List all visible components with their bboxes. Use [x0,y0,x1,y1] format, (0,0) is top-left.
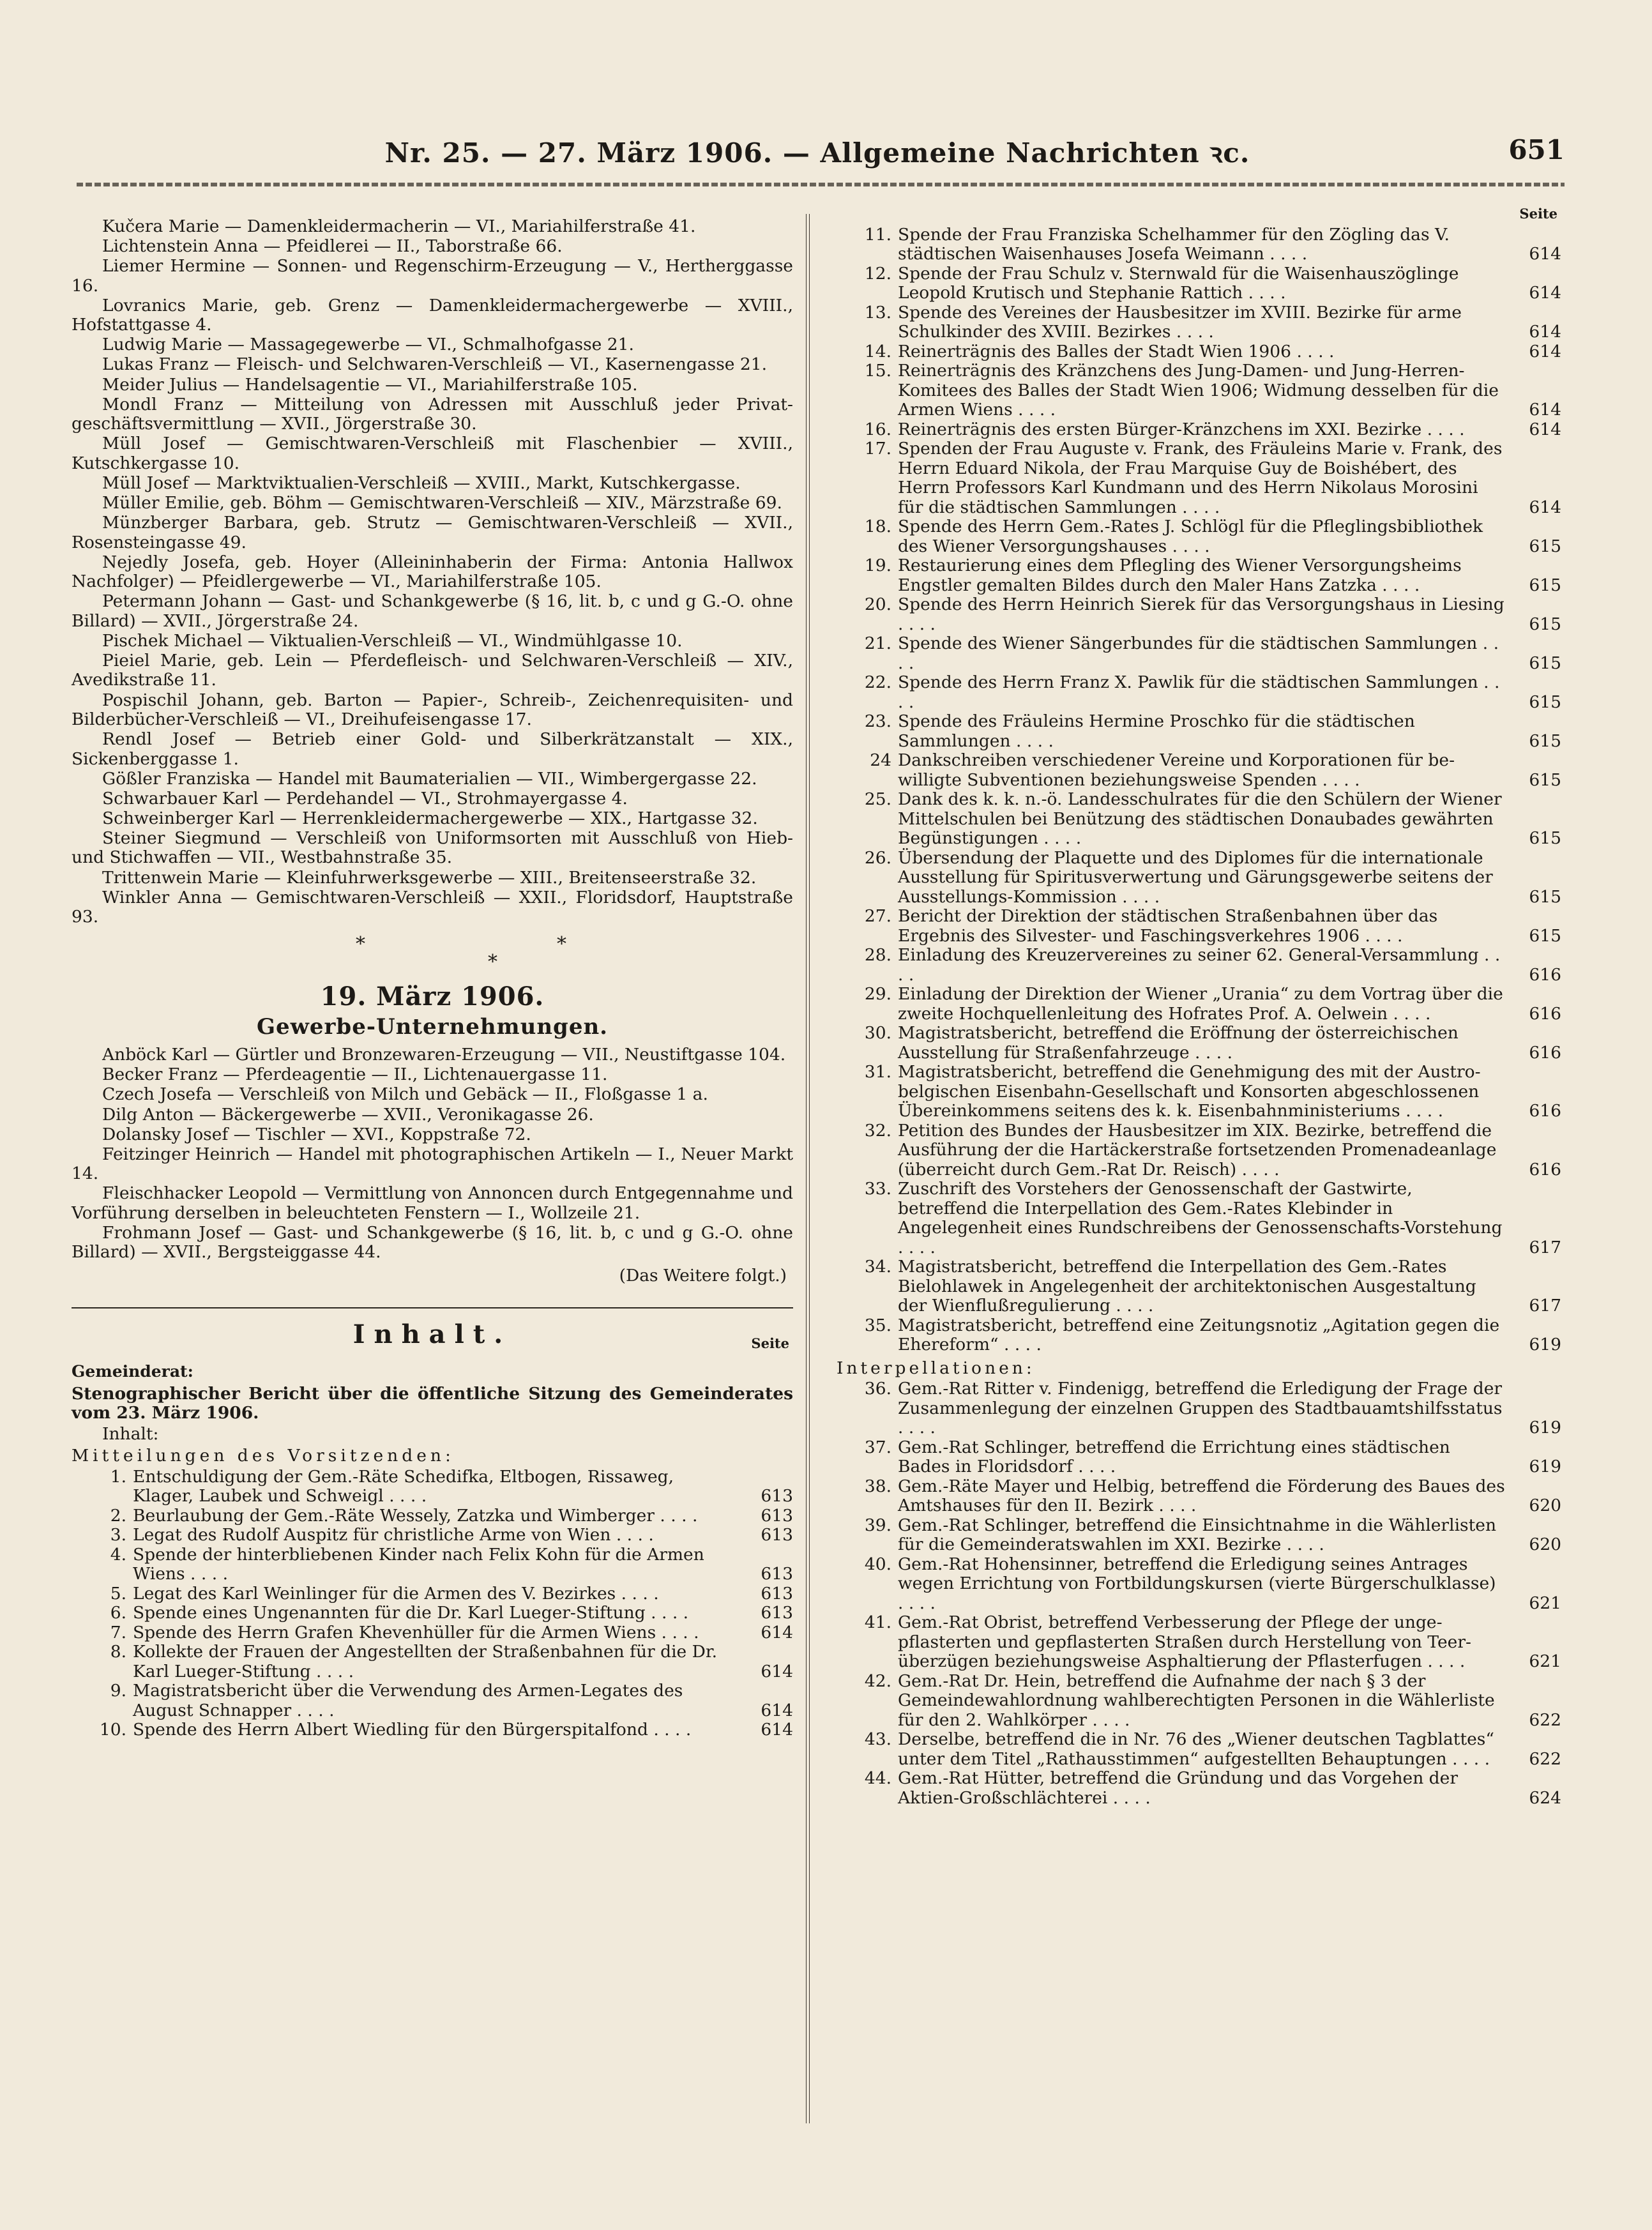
item-number: 9. [110,1681,126,1701]
item-page: 616 [1529,1003,1561,1024]
register-entry: Liemer Hermine — Sonnen- und Regenschirm-Erzeugung — V., Hertherggasse 16. [72,256,793,296]
dot-leader: . . . . [1360,925,1403,946]
dot-leader: . . . . [898,1237,936,1257]
dot-leader: . . . . [654,1505,698,1526]
contents-item [837,1257,1561,1316]
item-text: Gem.-Räte Mayer und Helbig, betreffend die Förderung des Baues des Amtshauses für den II. Bezirk [898,1476,1505,1515]
item-number: 33. [864,1179,891,1199]
page-column-label: Seite [1519,206,1557,222]
contents-item [837,303,1561,342]
running-head [70,134,1565,179]
item-number: 27. [864,906,891,926]
announcements-label: Mitteilungen des Vorsitzenden: [72,1446,455,1466]
contents-item [837,420,1561,440]
register-entry: Müll Josef — Marktviktualien-Verschleiß — XVIII., Markt, Kutschkergasse. [102,473,741,493]
contents-item [72,1468,793,1506]
item-text: Reinerträgnis des Balles der Stadt Wien 1906 [898,341,1292,361]
item-number: 41. [864,1612,891,1632]
item-text: Spende eines Ungenannten für die Dr. Karl Lueger-Stiftung [133,1603,646,1623]
contents-item [837,1769,1561,1808]
dot-leader: . . . . [1376,575,1420,595]
item-number: 18. [864,517,891,536]
item-page: 614 [1529,419,1561,439]
item-page: 613 [761,1486,793,1506]
item-page: 615 [1529,886,1561,907]
register-entry: Müller Emilie, geb. Böhm — Gemischtwaren-Verschleiß — XIV., Märzstraße 69. [102,492,782,513]
contents-list-left [72,1468,793,1740]
register-entry: Pospischil Johann, geb. Barton — Papier-, Schreib-, Zeichenrequisiten- und Bilderbücher-Verschleiß — VI., Dreihufeisengasse 17. [72,690,793,729]
item-page: 616 [1529,1101,1561,1121]
register-entry: Kučera Marie — Damenkleidermacherin — VI., Mariahilferstraße 41. [102,216,696,236]
contents-item [72,1720,793,1740]
register-entry: Meider Julius — Handelsagentie — VI., Mariahilferstraße 105. [102,374,638,395]
running-title: Nr. 25. — 27. März 1906. — Allgemeine Nachrichten ꝛc. [384,137,1250,169]
item-number: 14. [864,341,891,361]
item-text: Spenden der Frau Auguste v. Frank, des Fräuleins Marie v. Frank, des Herrn Eduard Nikola, der Frau Marquise Guy de Boishébert, des Herrn Professors Karl Kundmann und des Herrn Nikolaus Morosini für die städtischen Sammlungen [898,439,1503,517]
dot-leader: . . . . [648,1720,692,1740]
item-text: Gem.-Rat Dr. Hein, betreffend die Aufnahme der nach § 3 der Gemeindewahlordnung wahlberechtigten Personen in die Wählerliste für den 2. Wahlkörper [898,1671,1495,1730]
item-text: Gem.-Rat Hütter, betreffend die Gründung und das Vorgehen der Aktien-Großschlächterei [898,1768,1458,1808]
item-number: 2. [110,1505,126,1526]
dot-leader: . . . . [1167,536,1210,556]
dot-leader: . . . . [1176,497,1220,517]
dot-leader: . . . . [1400,1101,1444,1121]
item-page: 617 [1529,1237,1561,1257]
contents-item [837,946,1561,985]
item-text: Spende des Herrn Grafen Khevenhüller für die Armen Wiens [133,1622,656,1642]
contents-item [72,1604,793,1623]
contents-item [837,1477,1561,1516]
right-column [837,204,1561,1808]
dot-leader: . . . . [1038,828,1082,848]
section-rule [72,1307,793,1308]
item-number: 11. [864,224,891,245]
contents-item [837,1555,1561,1614]
item-page: 614 [761,1700,793,1720]
dot-leader: . . . . [898,945,1501,985]
contents-item [72,1623,793,1643]
dot-leader: . . . . [1317,770,1360,790]
dot-leader: . . . . [1236,1159,1280,1179]
register-entry: Frohmann Josef — Gast- und Schankgewerbe (§ 16, lit. b, c und g G.-O. ohne Billard) — XVII., Bergsteiggasse 44. [72,1222,793,1263]
register-entry: Pischek Michael — Viktualien-Verschleiß — VI., Windmühlgasse 10. [102,630,683,651]
contents-item [837,595,1561,634]
item-page: 613 [761,1603,793,1623]
item-text: Kollekte der Frauen der Angestellten der Straßenbahnen für die Dr. Karl Lueger-Stiftung [133,1642,718,1681]
item-text: Spende des Wiener Sängerbundes für die städtischen Sammlungen [898,633,1478,653]
item-number: 29. [864,984,891,1004]
register-entry: Trittenwein Marie — Kleinfuhrwerksgewerbe — XIII., Breitenseerstraße 32. [102,867,757,888]
item-page: 614 [1529,341,1561,361]
contents-item [837,1613,1561,1672]
item-text: Spende des Herrn Franz X. Pawlik für die städtischen Sammlungen [898,672,1478,692]
dot-leader: . . . . [291,1700,335,1720]
register-entry: Müll Josef — Gemischtwaren-Verschleiß mit Flaschenbier — XVIII., Kutschkergasse 10. [72,434,793,473]
item-text: Bericht der Direktion der städtischen Straßenbahnen über das Ergebnis des Silvester- und Faschingsverkehres 1906 [898,906,1438,946]
item-text: Magistratsbericht, betreffend die Eröffnung der österreichischen Ausstellung für Straßenfahrzeuge [898,1023,1459,1063]
item-page: 615 [1529,575,1561,595]
item-text: Einladung des Kreuzervereines zu seiner 62. General-Versammlung [898,945,1479,965]
dot-leader: . . . . [1281,1535,1324,1554]
item-number: 8. [110,1642,126,1662]
dot-leader: . . . . [1012,400,1056,420]
item-number: 43. [864,1729,891,1749]
date-heading: 19. März 1906. [320,982,545,1012]
item-number: 36. [864,1379,891,1399]
item-page: 621 [1529,1593,1561,1613]
contents-item [837,225,1561,264]
item-text: Spende der hinterbliebenen Kinder nach Felix Kohn für die Armen Wiens [133,1544,704,1584]
item-text: Beurlaubung der Gem.-Räte Wessely, Zatzka und Wimberger [133,1505,655,1526]
item-number: 21. [864,633,891,653]
contents-item [837,849,1561,907]
item-number: 1. [110,1466,126,1487]
item-number: 15. [864,361,891,381]
register-entry: Steiner Siegmund — Verschleiß von Uniformsorten mit Ausschluß von Hieb- und Stichwaffen — VII., Westbahnstraße 35. [72,828,793,868]
dot-leader: . . . . [1171,322,1214,342]
item-page: 614 [1529,322,1561,342]
item-page: 615 [1529,614,1561,634]
item-number: 42. [864,1671,891,1691]
dot-leader: . . . . [645,1603,689,1623]
register-entry: Feitzinger Heinrich — Handel mit photographischen Artikeln — I., Neuer Markt 14. [72,1144,793,1184]
item-number: 5. [110,1583,126,1604]
continuation-note: (Das Weitere folgt.) [619,1265,787,1286]
dot-leader: . . . . [1072,1457,1116,1476]
item-text: Gem.-Rat Obrist, betreffend Verbesserung der Pflege der ungepflasterten und gepflasterten Straßen durch Herstellung von Teerüberzügen beziehungsweise Asphaltierung der Pflasterfugen [898,1612,1471,1671]
item-text: Petition des Bundes der Hausbesitzer im XIX. Bezirke, betreffend die Ausführung der die Hartäckerstraße fortsetzenden Promenadeanlage (überreicht durch Gem.-Rat Dr. Reisch) [898,1120,1497,1179]
item-page: 613 [761,1505,793,1526]
item-page: 613 [761,1525,793,1545]
item-number: 7. [110,1622,126,1642]
dot-leader: . . . . [1421,419,1465,439]
contents-item [837,790,1561,849]
contents-item [837,634,1561,673]
item-number: 23. [864,711,891,731]
register-entry: Nejedly Josefa, geb. Hoyer (Alleininhaberin der Firma: Antonia Hallwox Nachfolger) — Pfeidlergewerbe — VI., Mariahilferstraße 105. [72,552,793,592]
item-text: Legat des Karl Weinlinger für die Armen des V. Bezirkes [133,1583,616,1604]
item-number: 12. [864,263,891,284]
item-number: 22. [864,672,891,692]
contents-header [72,1319,793,1361]
dot-leader: . . . . [898,1593,936,1613]
item-text: Derselbe, betreffend die in Nr. 76 des „Wiener deutschen Tagblattes“ unter dem Titel „Rathausstimmen“ aufgestellten Behauptungen [898,1729,1494,1769]
item-text: Spende des Herrn Gem.-Rates J. Schlögl für die Pfleglingsbibliothek des Wiener Versorgungshauses [898,517,1483,556]
item-number: 44. [864,1768,891,1788]
trade-register-list [72,217,793,927]
dot-leader: . . . . [1010,731,1054,751]
contents-item [837,1730,1561,1769]
item-text: Spende der Frau Franziska Schelhammer für den Zögling das V. städtischen Waisenhauses Josefa Weimann [898,224,1450,264]
contents-item [837,1121,1561,1180]
item-number: 34. [864,1257,891,1277]
item-page: 620 [1529,1535,1561,1554]
item-page: 619 [1529,1418,1561,1437]
business-list [72,1045,793,1263]
contents-item [72,1526,793,1545]
dot-leader: . . . . [1116,886,1160,907]
item-text: Spende der Frau Schulz v. Sternwald für die Waisenhauszöglinge Leopold Krutisch und Stephanie Rattich [898,263,1459,303]
dot-leader: . . . . [1153,1496,1197,1515]
item-number: 16. [864,419,891,439]
dot-leader: . . . . [1107,1787,1151,1808]
contents-item [72,1642,793,1681]
item-number: 38. [864,1476,891,1496]
item-page: 614 [761,1622,793,1642]
item-number: 35. [864,1315,891,1335]
item-text: Reinerträgnis des Kränzchens des Jung-Damen- und Jung-Herren-Komitees des Balles der Stadt Wien 1906; Widmung desselben für die Armen Wiens [898,361,1499,420]
item-page: 617 [1529,1296,1561,1316]
register-entry: Ludwig Marie — Massagegewerbe — VI., Schmalhofgasse 21. [102,335,634,355]
contents-item [837,1063,1561,1121]
item-number: 40. [864,1554,891,1574]
contents-item [837,1516,1561,1555]
item-number: 6. [110,1603,126,1623]
contents-item [72,1584,793,1604]
item-number: 31. [864,1062,891,1082]
item-text: Gem.-Rat Schlinger, betreffend die Errichtung eines städtischen Bades in Floridsdorf [898,1437,1450,1476]
item-text: Spende des Herrn Heinrich Sierek für das Versorgungshaus in Liesing [898,595,1504,614]
contents-item [837,1316,1561,1355]
item-text: Legat des Rudolf Auspitz für christliche Arme von Wien [133,1525,611,1545]
contents-list-right [837,225,1561,1355]
item-page: 615 [1529,828,1561,848]
item-text: Gem.-Rat Hohensinner, betreffend die Erledigung seines Antrages wegen Errichtung von Fortbildungskursen (vierte Bürgerschulklasse) [898,1554,1496,1593]
item-text: Spende des Vereines der Hausbesitzer im XVIII. Bezirke für arme Schulkinder des XVIII. Bezirkes [898,302,1462,342]
item-number: 32. [864,1120,891,1141]
item-number: 4. [110,1544,126,1565]
dot-leader: . . . . [310,1661,354,1681]
contents-item [837,264,1561,303]
contents-item [837,907,1561,946]
register-entry: Lukas Franz — Fleisch- und Selchwaren-Verschleiß — VI., Kasernengasse 21. [102,354,768,375]
item-page: 624 [1529,1787,1561,1808]
dot-leader: . . . . [898,633,1499,673]
item-text: Gem.-Rat Ritter v. Findenigg, betreffend die Erledigung der Frage der Zusammenlegung der einzelnen Gruppen des Stadtbauamtshilfsstatus [898,1379,1503,1418]
contents-item [837,712,1561,751]
item-page: 613 [761,1583,793,1604]
item-text: Magistratsbericht, betreffend eine Zeitungsnotiz „Agitation gegen die Ehereform“ [898,1315,1500,1354]
dot-leader: . . . . [898,1418,936,1437]
item-page: 619 [1529,1335,1561,1354]
register-entry: Pieiel Marie, geb. Lein — Pferdefleisch- und Selchwaren-Verschleiß — XIV., Avedikstraße 11. [72,650,793,690]
item-number: 3. [110,1525,126,1545]
item-number: 25. [864,789,891,809]
contents-item [837,342,1561,362]
dot-leader: . . . . [898,672,1500,712]
report-title: Stenographischer Bericht über die öffentliche Sitzung des Gemeinderates vom 23. März 1906. [72,1383,793,1423]
register-entry: Czech Josefa — Verschleiß von Milch und Gebäck — II., Floßgasse 1 a. [102,1084,708,1105]
item-number: 20. [864,595,891,614]
item-number: 24 [870,750,891,770]
item-page: 616 [1529,964,1561,985]
contents-item [837,1438,1561,1477]
dot-leader: . . . . [1264,244,1308,264]
contents-title: Inhalt. [352,1319,512,1350]
item-page: 615 [1529,731,1561,751]
council-label: Gemeinderat: [72,1362,193,1381]
register-entry: Rendl Josef — Betrieb einer Gold- und Silberkrätzanstalt — XIX., Sickenberggasse 1. [72,729,793,769]
register-entry: Petermann Johann — Gast- und Schankgewerbe (§ 16, lit. b, c und g G.-O. ohne Billard) — XVII., Jörgerstraße 24. [72,591,793,631]
register-entry: Fleischhacker Leopold — Vermittlung von Annoncen durch Entgegennahme und Vorführung derselben in beleuchteten Fenstern — I., Wollzeile 21. [72,1183,793,1223]
item-page: 613 [761,1564,793,1584]
dot-leader: . . . . [1189,1042,1232,1063]
item-text: Zuschrift des Vorstehers der Genossenschaft der Gastwirte, betreffend die Interpellation des Gem.-Rates Klebinder in Angelegenheit eines Rundschreibens der Genossenschafts-Vorstehung [898,1179,1503,1238]
dot-leader: . . . . [1446,1748,1490,1769]
item-text: Gem.-Rat Schlinger, betreffend die Einsichtnahme in die Wählerlisten für die Gemeinderatswahlen im XXI. Bezirke [898,1515,1497,1554]
item-text: Restaurierung eines dem Pflegling des Wiener Versorgungsheims Engstler gemalten Bildes durch den Maler Hans Zatzka [898,556,1462,595]
item-text: Dank des k. k. n.-ö. Landesschulrates für die den Schülern der Wiener Mittelschulen bei Benützung des städtischen Donaubades gewährten Begünstigungen [898,789,1502,848]
item-text: Spende des Fräuleins Hermine Proschko für die städtischen Sammlungen [898,711,1415,751]
item-text: Einladung der Direktion der Wiener „Urania“ zu dem Vortrag über die zweite Hochquellenleitung des Hofrates Prof. A. Oelwein [898,984,1503,1024]
item-number: 10. [99,1720,126,1740]
item-page: 614 [1529,400,1561,420]
contents-item [837,1672,1561,1731]
page-number: 651 [1508,134,1565,165]
item-number: 28. [864,945,891,965]
item-page: 615 [1529,925,1561,946]
item-text: Magistratsbericht über die Verwendung des Armen-Legates des August Schnapper [133,1681,683,1720]
register-entry: Münzberger Barbara, geb. Strutz — Gemischtwaren-Verschleiß — XVII., Rosensteingasse 49. [72,513,793,552]
register-entry: Schweinberger Karl — Herrenkleidermachergewerbe — XIX., Hartgasse 32. [102,808,758,828]
item-number: 30. [864,1023,891,1043]
item-page: 614 [761,1661,793,1681]
dot-leader: . . . . [1291,341,1335,361]
item-page: 615 [1529,692,1561,712]
interpellations-list [837,1379,1561,1808]
header-rule [77,183,1565,186]
register-entry: Lichtenstein Anna — Pfeidlerei — II., Taborstraße 66. [102,236,563,257]
register-entry: Winkler Anna — Gemischtwaren-Verschleiß — XXII., Floridsdorf, Hauptstraße 93. [72,887,793,927]
item-page: 614 [1529,283,1561,303]
contents-item [837,673,1561,712]
item-page: 616 [1529,1042,1561,1063]
item-page: 622 [1529,1748,1561,1769]
item-page: 621 [1529,1651,1561,1671]
contents-item [72,1506,793,1526]
register-entry: Dolansky Josef — Tischler — XVI., Koppstraße 72. [102,1124,531,1144]
dot-leader: . . . . [185,1564,228,1584]
item-number: 17. [864,439,891,459]
item-page: 616 [1529,1159,1561,1179]
dot-leader: . . . . [1087,1710,1130,1730]
item-text: Magistratsbericht, betreffend die Genehmigung des mit der Austro-belgischen Eisenbahn-Gesellschaft und Konsorten abgeschlossenen Übereinkommens seitens des k. k. Eisenbahnministeriums [898,1062,1481,1121]
register-entry: Lovranics Marie, geb. Grenz — Damenkleidermachergewerbe — XVIII., Hofstattgasse 4. [72,295,793,335]
contents-sub-label: Inhalt: [102,1423,159,1444]
register-entry: Schwarbauer Karl — Perdehandel — VI., Strohmayergasse 4. [102,788,628,808]
contents-item [72,1681,793,1720]
dot-leader: . . . . [998,1335,1042,1354]
page-column-label: Seite [751,1335,789,1352]
item-page: 614 [1529,497,1561,517]
item-number: 39. [864,1515,891,1535]
item-number: 19. [864,556,891,575]
item-text: Magistratsbericht, betreffend die Interpellation des Gem.-Rates Bielohlawek in Angelegenheit der architektonischen Ausgestaltung der Wienflußregulierung [898,1257,1476,1316]
left-column [72,217,793,1740]
item-page: 620 [1529,1496,1561,1515]
register-entry: Anböck Karl — Gürtler und Bronzewaren-Erzeugung — VII., Neustiftgasse 104. [102,1045,786,1065]
item-number: 26. [864,847,891,868]
dot-leader: . . . . [1388,1003,1431,1024]
item-page: 622 [1529,1710,1561,1730]
item-text: Reinerträgnis des ersten Bürger-Kränzchens im XXI. Bezirke [898,419,1422,439]
contents-item [837,985,1561,1024]
item-page: 614 [761,1720,793,1740]
section-stars: * * * [356,933,566,974]
contents-item [837,1024,1561,1063]
dot-leader: . . . . [656,1622,699,1642]
item-text: Entschuldigung der Gem.-Räte Schedifka, Eltbogen, Rissaweg, Klager, Laubek und Schweigl [133,1466,674,1506]
interpellations-label: Interpellationen: [837,1358,1035,1378]
item-text: Spende des Herrn Albert Wiedling für den Bürgerspitalfond [133,1720,648,1740]
contents-item [837,361,1561,420]
section-heading: Gewerbe-Unternehmungen. [256,1013,609,1040]
dot-leader: . . . . [610,1525,654,1545]
item-page: 615 [1529,653,1561,673]
column-divider [806,214,810,2123]
contents-item [837,439,1561,517]
item-number: 13. [864,302,891,322]
item-number: 37. [864,1437,891,1457]
dot-leader: . . . . [1110,1296,1154,1316]
contents-item [837,517,1561,556]
dot-leader: . . . . [898,614,936,634]
register-entry: Mondl Franz — Mitteilung von Adressen mit Ausschluß jeder Privatgeschäftsvermittlung — XVII., Jörgerstraße 30. [72,394,793,434]
item-page: 615 [1529,536,1561,556]
item-page: 619 [1529,1457,1561,1476]
contents-item [837,751,1561,790]
item-page: 615 [1529,770,1561,790]
contents-item [72,1545,793,1584]
dot-leader: . . . . [1421,1651,1466,1671]
dot-leader: . . . . [383,1486,427,1506]
contents-item [837,1179,1561,1257]
register-entry: Gößler Franziska — Handel mit Baumaterialien — VII., Wimbergergasse 22. [102,768,757,789]
dot-leader: . . . . [1243,283,1286,303]
contents-item [837,1379,1561,1438]
item-text: Übersendung der Plaquette und des Diplomes für die internationale Ausstellung für Spiritusverwertung und Gärungsgewerbe seitens der Ausstellungs-Kommission [898,847,1493,907]
item-text: Dankschreiben verschiedener Vereine und Korporationen für bewilligte Subventionen beziehungsweise Spenden [898,750,1455,790]
dot-leader: . . . . [616,1583,659,1604]
contents-item [837,556,1561,595]
register-entry: Becker Franz — Pferdeagentie — II., Lichtenauergasse 11. [102,1065,608,1085]
item-page: 614 [1529,244,1561,264]
register-entry: Dilg Anton — Bäckergewerbe — XVII., Veronikagasse 26. [102,1104,594,1125]
